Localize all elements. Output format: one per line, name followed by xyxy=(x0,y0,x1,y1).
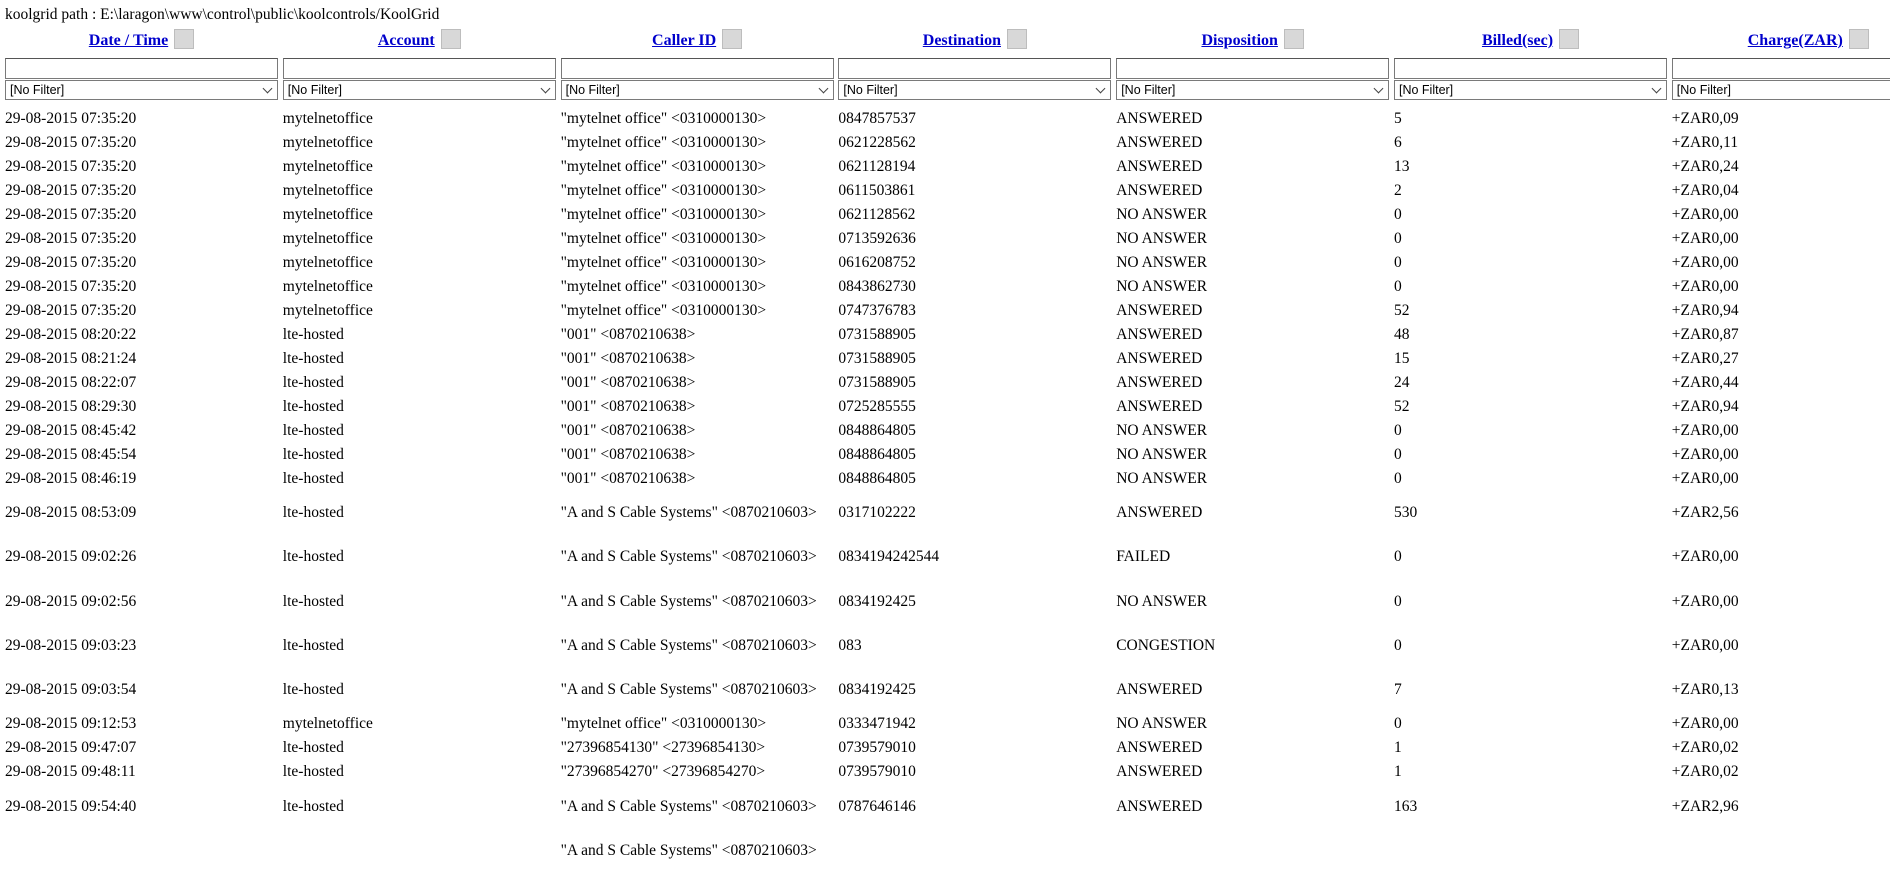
cell-account: mytelnetoffice xyxy=(282,158,373,175)
cell-caller: "mytelnet office" <0310000130> xyxy=(560,230,767,247)
cell-datetime: 29-08-2015 08:21:24 xyxy=(5,350,137,367)
column-checkbox-caller[interactable] xyxy=(722,29,742,49)
cell-disposition: ANSWERED xyxy=(1116,302,1203,319)
cell-disposition: CONGESTION xyxy=(1116,637,1216,655)
table-row[interactable] xyxy=(5,203,1885,227)
cell-disposition: ANSWERED xyxy=(1116,134,1203,151)
table-row[interactable] xyxy=(5,347,1885,371)
cell-charge: +ZAR0,02 xyxy=(1671,763,1739,781)
cell-disposition: NO ANSWER xyxy=(1116,470,1208,487)
cell-charge: +ZAR0,00 xyxy=(1671,715,1739,733)
cell-destination: 0731588905 xyxy=(838,350,916,367)
cell-charge: +ZAR0,00 xyxy=(1671,422,1739,439)
cell-charge: +ZAR2,56 xyxy=(1671,504,1739,522)
cell-charge: +ZAR0,04 xyxy=(1671,182,1739,199)
cell-destination: 0739579010 xyxy=(838,739,916,757)
cell-caller: "001" <0870210638> xyxy=(560,374,696,391)
cell-datetime: 29-08-2015 08:45:54 xyxy=(5,446,137,463)
cell-disposition: ANSWERED xyxy=(1116,326,1203,343)
select-filter-cell-charge xyxy=(1672,80,1890,102)
table-row[interactable] xyxy=(5,624,1885,668)
cell-destination: 0834194242544 xyxy=(838,548,940,566)
cell-account: lte-hosted xyxy=(282,592,344,610)
cell-disposition: ANSWERED xyxy=(1116,797,1203,815)
cell-disposition: ANSWERED xyxy=(1116,158,1203,175)
cell-caller: "A and S Cable Systems" <0870210603> xyxy=(560,592,817,610)
cell-account: lte-hosted xyxy=(282,739,344,757)
cell-caller: "A and S Cable Systems" <0870210603> xyxy=(560,681,817,699)
text-filter-cell-datetime xyxy=(5,58,278,80)
filter-select-destination[interactable] xyxy=(838,80,1111,100)
table-row[interactable] xyxy=(5,395,1885,419)
filter-input-datetime[interactable] xyxy=(5,58,278,79)
sort-link-datetime[interactable]: Date / Time xyxy=(88,32,169,49)
cell-account: lte-hosted xyxy=(282,504,344,522)
cell-caller: "A and S Cable Systems" <0870210603> xyxy=(560,841,817,859)
text-filter-row xyxy=(5,58,1885,80)
koolgrid-path: koolgrid path : E:\laragon\www\control\public\koolcontrols/KoolGrid xyxy=(5,6,440,23)
sort-link-account[interactable]: Account xyxy=(377,32,435,49)
cell-caller: "001" <0870210638> xyxy=(560,422,696,439)
filter-input-caller[interactable] xyxy=(561,58,834,79)
cell-caller: "mytelnet office" <0310000130> xyxy=(560,158,767,175)
cell-destination: 0834192425 xyxy=(838,681,916,699)
cell-disposition: ANSWERED xyxy=(1116,374,1203,391)
cell-caller: "A and S Cable Systems" <0870210603> xyxy=(560,797,817,815)
chevron-down-icon xyxy=(818,83,828,93)
table-row[interactable] xyxy=(5,251,1885,275)
filter-select-account[interactable] xyxy=(283,80,556,100)
cell-account: lte-hosted xyxy=(282,398,344,415)
filter-select-disposition[interactable] xyxy=(1116,80,1389,100)
cell-billed: 5 xyxy=(1393,110,1402,127)
cell-caller: "001" <0870210638> xyxy=(560,326,696,343)
cell-account: lte-hosted xyxy=(282,637,344,655)
table-row[interactable] xyxy=(5,155,1885,179)
column-checkbox-billed[interactable] xyxy=(1559,29,1579,49)
cell-billed: 1 xyxy=(1393,763,1402,781)
cell-billed: 0 xyxy=(1393,422,1402,439)
cell-datetime: 29-08-2015 07:35:20 xyxy=(5,254,137,271)
cell-datetime: 29-08-2015 07:35:20 xyxy=(5,206,137,223)
cell-destination: 0747376783 xyxy=(838,302,916,319)
cell-datetime: 29-08-2015 07:35:20 xyxy=(5,158,137,175)
column-header-charge xyxy=(1672,32,1890,50)
cell-account: lte-hosted xyxy=(282,681,344,699)
cell-billed: 24 xyxy=(1393,374,1410,391)
cell-billed: 163 xyxy=(1393,797,1418,815)
filter-input-charge[interactable] xyxy=(1672,58,1890,79)
cell-disposition: ANSWERED xyxy=(1116,350,1203,367)
cell-charge: +ZAR0,24 xyxy=(1671,158,1739,175)
table-row[interactable] xyxy=(5,179,1885,203)
column-header-account xyxy=(283,32,556,50)
filter-select-value: [No Filter] xyxy=(1398,83,1454,97)
cell-account: lte-hosted xyxy=(282,470,344,487)
filter-select-datetime[interactable] xyxy=(5,80,278,100)
sort-link-caller[interactable]: Caller ID xyxy=(652,32,717,49)
filter-select-charge[interactable] xyxy=(1672,80,1890,100)
table-row[interactable] xyxy=(5,371,1885,395)
cell-destination: 0621128562 xyxy=(838,206,916,223)
cell-destination: 0621128194 xyxy=(838,158,916,175)
text-filter-cell-charge xyxy=(1672,58,1890,80)
cell-charge: +ZAR0,00 xyxy=(1671,592,1739,610)
cell-caller: "mytelnet office" <0310000130> xyxy=(560,254,767,271)
cell-billed: 52 xyxy=(1393,302,1410,319)
cell-billed: 0 xyxy=(1393,278,1402,295)
select-filter-cell-destination xyxy=(838,80,1111,102)
cell-charge: +ZAR0,00 xyxy=(1671,230,1739,247)
select-filter-cell-datetime xyxy=(5,80,278,102)
text-filter-cell-account xyxy=(283,58,556,80)
chevron-down-icon xyxy=(1652,83,1662,93)
column-checkbox-disposition[interactable] xyxy=(1284,29,1304,49)
cell-billed: 530 xyxy=(1393,504,1418,522)
cell-datetime: 29-08-2015 09:12:53 xyxy=(5,715,137,733)
cell-datetime: 29-08-2015 09:02:26 xyxy=(5,548,137,566)
filter-input-billed[interactable] xyxy=(1394,58,1667,79)
cell-caller: "mytelnet office" <0310000130> xyxy=(560,206,767,223)
cell-charge: +ZAR0,00 xyxy=(1671,637,1739,655)
cell-disposition: ANSWERED xyxy=(1116,763,1203,781)
cell-account: mytelnetoffice xyxy=(282,206,373,223)
cell-datetime: 29-08-2015 08:45:42 xyxy=(5,422,137,439)
table-row[interactable] xyxy=(5,760,1885,784)
cell-datetime: 29-08-2015 07:35:20 xyxy=(5,278,137,295)
cell-disposition: NO ANSWER xyxy=(1116,446,1208,463)
cell-account: lte-hosted xyxy=(282,763,344,781)
cell-charge: +ZAR0,94 xyxy=(1671,398,1739,415)
cell-destination: 0834192425 xyxy=(838,592,916,610)
cell-datetime: 29-08-2015 08:53:09 xyxy=(5,504,137,522)
cell-billed: 48 xyxy=(1393,326,1410,343)
cell-billed: 15 xyxy=(1393,350,1410,367)
table-row[interactable] xyxy=(5,443,1885,467)
select-filter-cell-disposition xyxy=(1116,80,1389,102)
cell-billed: 0 xyxy=(1393,637,1402,655)
cell-datetime: 29-08-2015 07:35:20 xyxy=(5,110,137,127)
cell-datetime: 29-08-2015 07:35:20 xyxy=(5,134,137,151)
cell-billed: 0 xyxy=(1393,470,1402,487)
column-checkbox-destination[interactable] xyxy=(1007,29,1027,49)
cell-destination: 0848864805 xyxy=(838,422,916,439)
table-row[interactable] xyxy=(5,491,1885,535)
filter-select-billed[interactable] xyxy=(1394,80,1667,100)
cell-account: mytelnetoffice xyxy=(282,134,373,151)
cell-caller: "A and S Cable Systems" <0870210603> xyxy=(560,637,817,655)
cell-billed: 0 xyxy=(1393,592,1402,610)
column-header-caller xyxy=(561,32,834,50)
cell-datetime: 29-08-2015 09:02:56 xyxy=(5,592,137,610)
filter-select-value: [No Filter] xyxy=(1676,83,1731,97)
cell-account: lte-hosted xyxy=(282,548,344,566)
cell-billed: 0 xyxy=(1393,446,1402,463)
cell-billed: 52 xyxy=(1393,398,1410,415)
cell-account: mytelnetoffice xyxy=(282,182,373,199)
cell-caller: "mytelnet office" <0310000130> xyxy=(560,110,767,127)
cell-destination: 0621228562 xyxy=(838,134,916,151)
column-header-datetime xyxy=(5,32,278,50)
cell-charge: +ZAR0,44 xyxy=(1671,374,1739,391)
cell-account: mytelnetoffice xyxy=(282,715,373,733)
cell-account: mytelnetoffice xyxy=(282,254,373,271)
cell-destination: 083 xyxy=(838,637,862,655)
cell-billed: 0 xyxy=(1393,254,1402,271)
cell-disposition: ANSWERED xyxy=(1116,398,1203,415)
sort-link-disposition[interactable]: Disposition xyxy=(1201,32,1278,49)
cell-datetime: 29-08-2015 09:03:23 xyxy=(5,637,137,655)
text-filter-cell-caller xyxy=(561,58,834,80)
cell-account: mytelnetoffice xyxy=(282,230,373,247)
cell-account: mytelnetoffice xyxy=(282,110,373,127)
cell-caller: "001" <0870210638> xyxy=(560,470,696,487)
cell-charge: +ZAR0,02 xyxy=(1671,739,1739,757)
cell-datetime: 29-08-2015 09:03:54 xyxy=(5,681,137,699)
cell-charge: +ZAR2,96 xyxy=(1671,797,1739,815)
cell-disposition: NO ANSWER xyxy=(1116,206,1208,223)
cell-account: mytelnetoffice xyxy=(282,302,373,319)
cell-disposition: ANSWERED xyxy=(1116,182,1203,199)
table-row[interactable] xyxy=(5,227,1885,251)
cell-destination: 0725285555 xyxy=(838,398,916,415)
cell-account: lte-hosted xyxy=(282,326,344,343)
table-body xyxy=(5,107,1885,873)
cell-account: lte-hosted xyxy=(282,422,344,439)
text-filter-cell-billed xyxy=(1394,58,1667,80)
cell-datetime: 29-08-2015 08:22:07 xyxy=(5,374,137,391)
cell-destination: 0333471942 xyxy=(838,715,916,733)
table-row[interactable] xyxy=(5,131,1885,155)
select-filter-cell-caller xyxy=(561,80,834,102)
cell-billed: 2 xyxy=(1393,182,1402,199)
cell-charge: +ZAR0,94 xyxy=(1671,302,1739,319)
cell-destination: 0847857537 xyxy=(838,110,916,127)
column-checkbox-datetime[interactable] xyxy=(174,29,194,49)
cell-caller: "A and S Cable Systems" <0870210603> xyxy=(560,548,817,566)
cell-datetime: 29-08-2015 09:48:11 xyxy=(5,763,136,781)
cell-datetime: 29-08-2015 09:47:07 xyxy=(5,739,137,757)
cell-disposition: ANSWERED xyxy=(1116,110,1203,127)
cell-charge: +ZAR0,27 xyxy=(1671,350,1739,367)
cell-disposition: FAILED xyxy=(1116,548,1171,566)
cell-caller: "mytelnet office" <0310000130> xyxy=(560,134,767,151)
table-row[interactable] xyxy=(5,712,1885,736)
cell-caller: "001" <0870210638> xyxy=(560,446,696,463)
cell-destination: 0787646146 xyxy=(838,797,916,815)
cell-disposition: NO ANSWER xyxy=(1116,230,1208,247)
cell-disposition: NO ANSWER xyxy=(1116,715,1208,733)
chevron-down-icon xyxy=(263,83,273,93)
filter-input-destination[interactable] xyxy=(838,58,1111,79)
cell-destination: 0616208752 xyxy=(838,254,916,271)
cell-destination: 0317102222 xyxy=(838,504,916,522)
cell-account: lte-hosted xyxy=(282,797,344,815)
cell-charge: +ZAR0,87 xyxy=(1671,326,1739,343)
cell-datetime: 29-08-2015 08:29:30 xyxy=(5,398,137,415)
cell-billed: 0 xyxy=(1393,230,1402,247)
chevron-down-icon xyxy=(1096,83,1106,93)
sort-link-destination[interactable]: Destination xyxy=(922,32,1001,49)
table-row[interactable] xyxy=(5,323,1885,347)
cell-charge: +ZAR0,00 xyxy=(1671,206,1739,223)
cell-datetime: 29-08-2015 08:20:22 xyxy=(5,326,137,343)
table-row[interactable] xyxy=(5,419,1885,443)
chevron-down-icon xyxy=(540,83,550,93)
chevron-down-icon xyxy=(1374,83,1384,93)
cell-charge: +ZAR0,00 xyxy=(1671,278,1739,295)
cell-caller: "mytelnet office" <0310000130> xyxy=(560,302,767,319)
filter-select-value: [No Filter] xyxy=(10,83,65,97)
cell-disposition: NO ANSWER xyxy=(1116,254,1208,271)
cell-charge: +ZAR0,11 xyxy=(1671,134,1739,151)
cell-datetime: 29-08-2015 08:46:19 xyxy=(5,470,137,487)
text-filter-cell-destination xyxy=(838,58,1111,80)
table-row[interactable] xyxy=(5,107,1885,131)
cell-charge: +ZAR0,00 xyxy=(1671,548,1739,566)
filter-input-account[interactable] xyxy=(283,58,556,79)
cell-destination: 0739579010 xyxy=(838,763,916,781)
cell-disposition: ANSWERED xyxy=(1116,504,1203,522)
table-row[interactable] xyxy=(5,299,1885,323)
cell-account: lte-hosted xyxy=(282,374,344,391)
cell-destination: 0731588905 xyxy=(838,374,916,391)
table-row[interactable] xyxy=(5,467,1885,491)
cell-billed: 13 xyxy=(1393,158,1410,175)
cell-billed: 0 xyxy=(1393,206,1402,223)
column-header-destination xyxy=(838,32,1111,50)
cell-caller: "001" <0870210638> xyxy=(560,350,696,367)
select-filter-cell-billed xyxy=(1394,80,1667,102)
cell-disposition: ANSWERED xyxy=(1116,739,1203,757)
table-row[interactable] xyxy=(5,784,1885,828)
sort-link-charge[interactable]: Charge(ZAR) xyxy=(1747,32,1843,49)
cell-billed: 1 xyxy=(1393,739,1402,757)
cell-datetime: 29-08-2015 07:35:20 xyxy=(5,230,137,247)
cell-caller: "mytelnet office" <0310000130> xyxy=(560,278,767,295)
filter-select-value: [No Filter] xyxy=(843,83,898,97)
cell-destination: 0713592636 xyxy=(838,230,916,247)
table-row[interactable] xyxy=(5,580,1885,624)
header-row xyxy=(5,27,1885,55)
cell-destination: 0731588905 xyxy=(838,326,916,343)
cell-caller: "mytelnet office" <0310000130> xyxy=(560,182,767,199)
cell-datetime: 29-08-2015 07:35:20 xyxy=(5,302,137,319)
filter-input-disposition[interactable] xyxy=(1116,58,1389,79)
cell-disposition: NO ANSWER xyxy=(1116,278,1208,295)
column-header-billed xyxy=(1394,32,1667,50)
table-row[interactable] xyxy=(5,275,1885,299)
text-filter-cell-disposition xyxy=(1116,58,1389,80)
select-filter-row xyxy=(5,80,1885,102)
cell-charge: +ZAR0,09 xyxy=(1671,110,1739,127)
cell-destination: 0611503861 xyxy=(838,182,916,199)
column-checkbox-account[interactable] xyxy=(441,29,461,49)
sort-link-billed[interactable]: Billed(sec) xyxy=(1481,32,1554,49)
cell-billed: 7 xyxy=(1393,681,1402,699)
filter-select-value: [No Filter] xyxy=(565,83,620,97)
cell-disposition: NO ANSWER xyxy=(1116,592,1208,610)
table-row[interactable] xyxy=(5,535,1885,579)
cell-charge: +ZAR0,13 xyxy=(1671,681,1739,699)
cell-destination: 0848864805 xyxy=(838,470,916,487)
cell-billed: 0 xyxy=(1393,548,1402,566)
cell-billed: 0 xyxy=(1393,715,1402,733)
cell-caller: "27396854270" <27396854270> xyxy=(560,763,766,781)
cell-charge: +ZAR0,00 xyxy=(1671,254,1739,271)
cell-disposition: NO ANSWER xyxy=(1116,422,1208,439)
cell-caller: "001" <0870210638> xyxy=(560,398,696,415)
cell-datetime: 29-08-2015 09:54:40 xyxy=(5,797,137,815)
cell-charge: +ZAR0,00 xyxy=(1671,470,1739,487)
cell-account: lte-hosted xyxy=(282,350,344,367)
table-row[interactable] xyxy=(5,736,1885,760)
cell-caller: "A and S Cable Systems" <0870210603> xyxy=(560,504,817,522)
select-filter-cell-account xyxy=(283,80,556,102)
cell-destination: 0848864805 xyxy=(838,446,916,463)
cell-billed: 6 xyxy=(1393,134,1402,151)
cell-account: mytelnetoffice xyxy=(282,278,373,295)
filter-select-value: [No Filter] xyxy=(1121,83,1176,97)
cell-destination: 0843862730 xyxy=(838,278,916,295)
filter-select-value: [No Filter] xyxy=(287,83,342,97)
cell-caller: "27396854130" <27396854130> xyxy=(560,739,766,757)
column-checkbox-charge[interactable] xyxy=(1849,29,1869,49)
cell-disposition: ANSWERED xyxy=(1116,681,1203,699)
cell-account: lte-hosted xyxy=(282,446,344,463)
call-records-grid xyxy=(5,27,1885,873)
table-row[interactable] xyxy=(5,668,1885,712)
cell-datetime: 29-08-2015 07:35:20 xyxy=(5,182,137,199)
filter-select-caller[interactable] xyxy=(561,80,834,100)
column-header-disposition xyxy=(1116,32,1389,50)
cell-caller: "mytelnet office" <0310000130> xyxy=(560,715,767,733)
table-row[interactable] xyxy=(5,829,1885,873)
cell-charge: +ZAR0,00 xyxy=(1671,446,1739,463)
